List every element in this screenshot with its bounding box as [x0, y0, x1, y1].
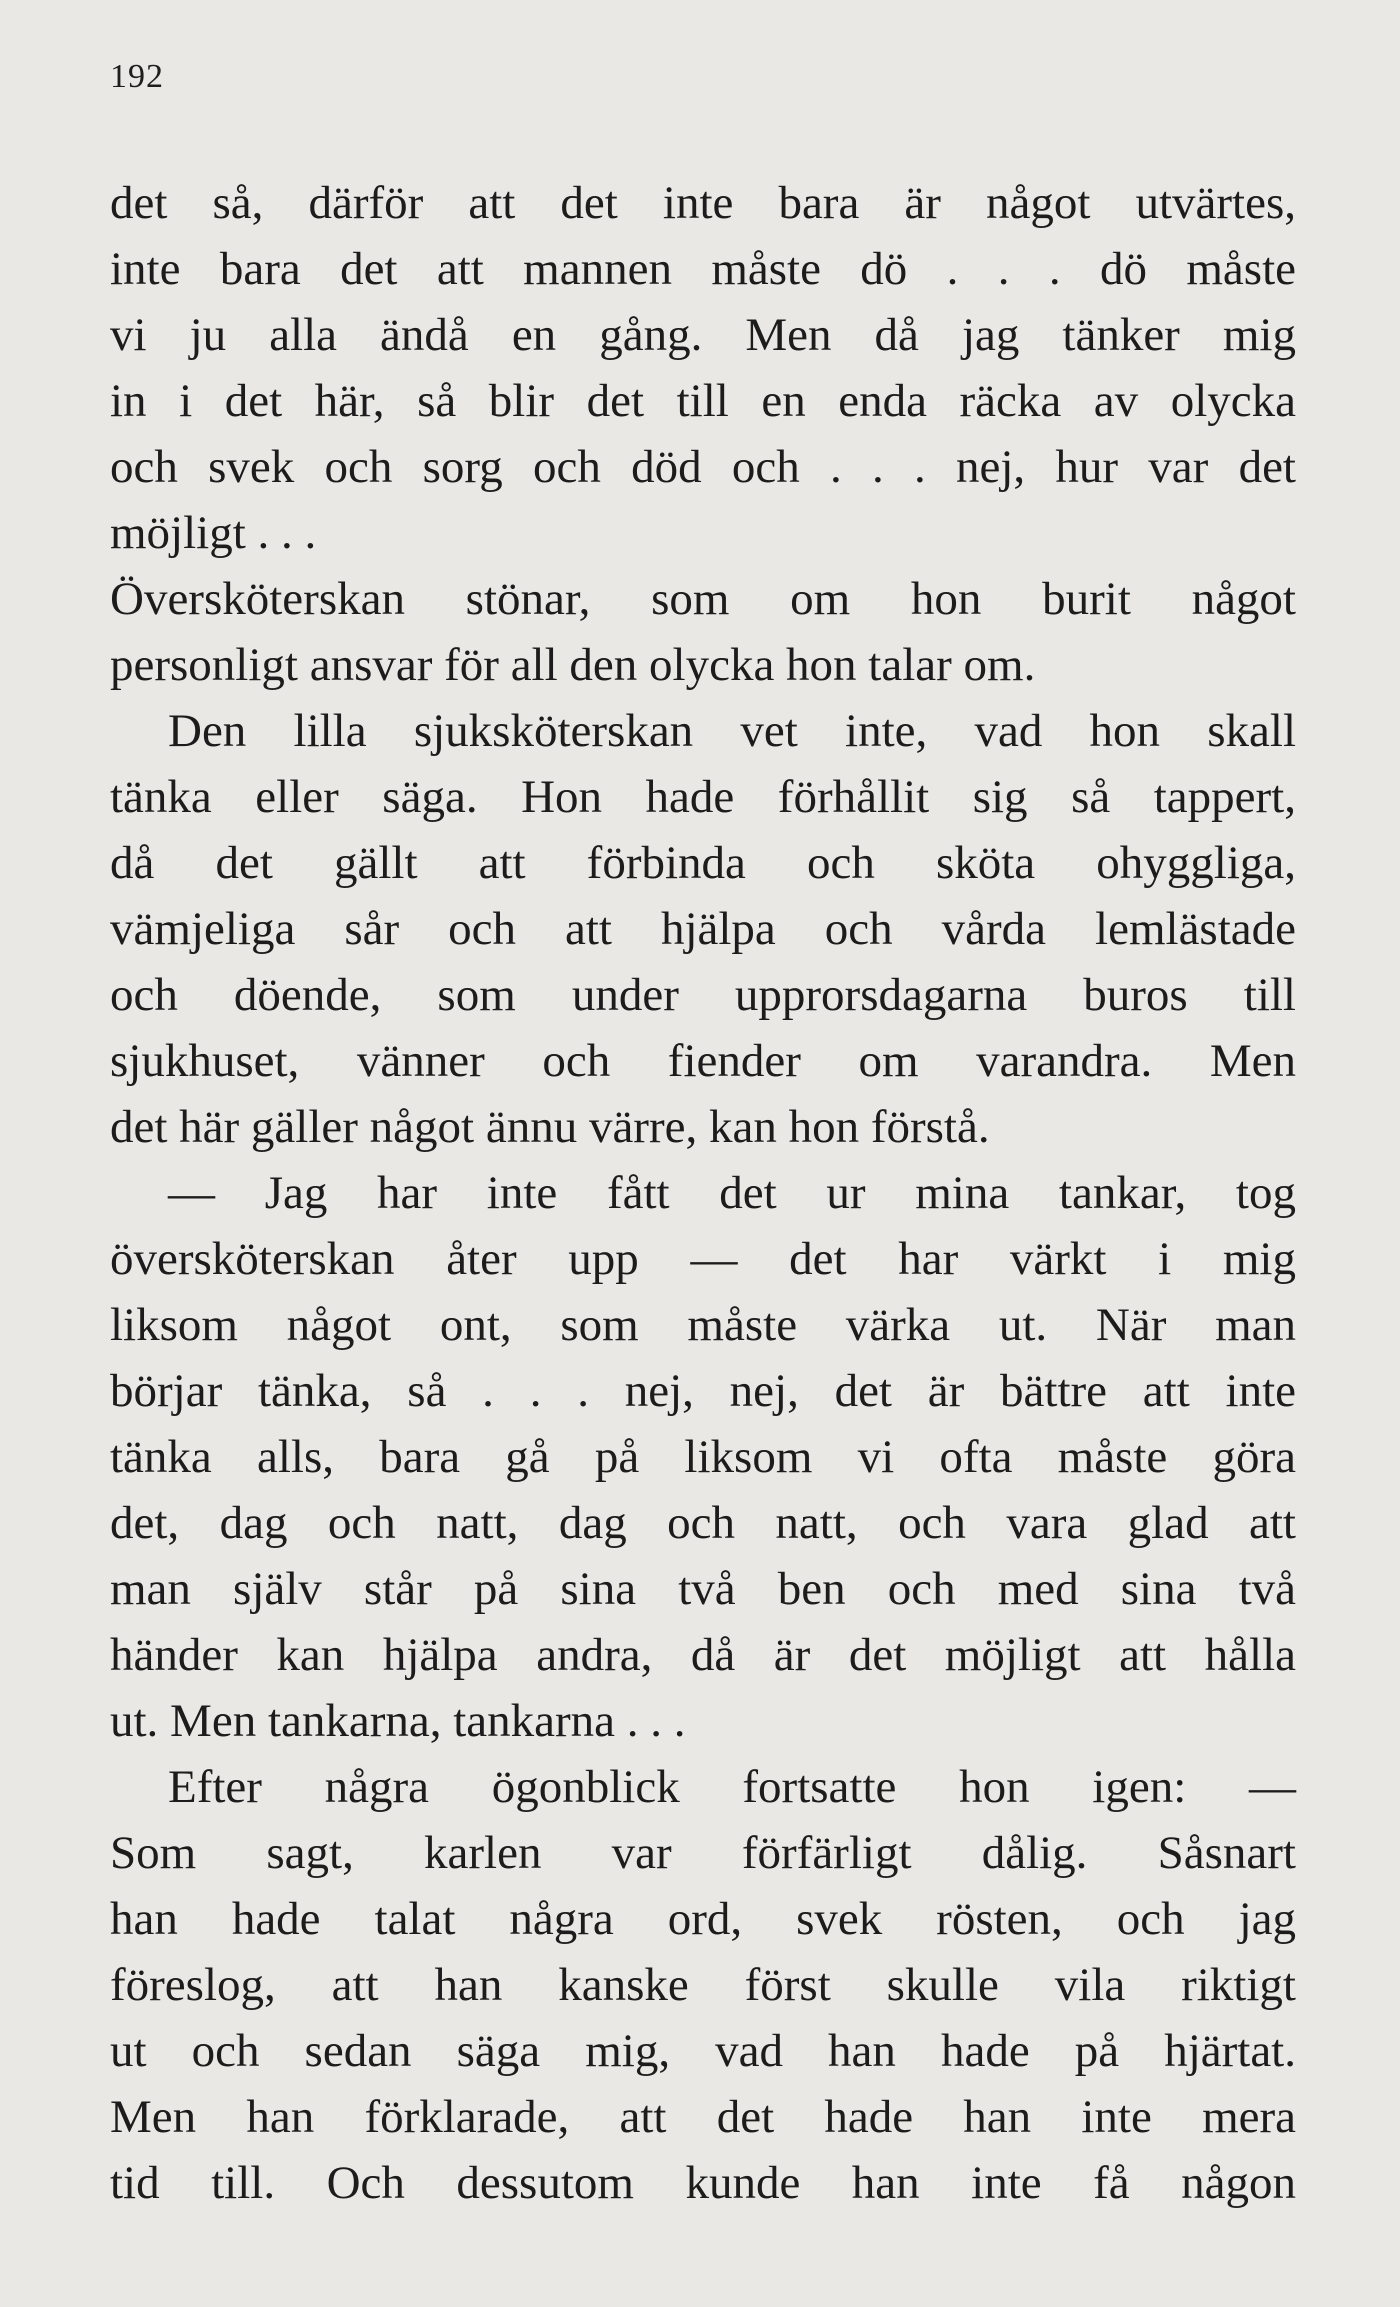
text-line: händer kan hjälpa andra, då är det möjligt att hålla [110, 1629, 1296, 1681]
text-line: liksom något ont, som måste värka ut. När man [110, 1299, 1296, 1351]
page-number: 192 [110, 58, 164, 95]
text-line: tid till. Och dessutom kunde han inte få någon [110, 2157, 1296, 2209]
text-line: man själv står på sina två ben och med sina två [110, 1563, 1296, 1615]
text-line: vi ju alla ändå en gång. Men då jag tänker mig [110, 309, 1296, 361]
text-line: översköterskan åter upp — det har värkt i mig [110, 1233, 1296, 1285]
text-line: Översköterskan stönar, som om hon burit något [110, 573, 1296, 625]
text-line: Efter några ögonblick fortsatte hon igen: — [168, 1761, 1296, 1813]
text-line: möjligt . . . [110, 507, 317, 559]
text-line: Men han förklarade, att det hade han inte mera [110, 2091, 1296, 2143]
body-text [110, 170, 1296, 2216]
text-line: Som sagt, karlen var förfärligt dålig. Såsnart [110, 1827, 1296, 1879]
text-line: vämjeliga sår och att hjälpa och vårda lemlästade [110, 903, 1296, 955]
text-line: och döende, som under upprorsdagarna buros till [110, 969, 1296, 1021]
text-line: då det gällt att förbinda och sköta ohyggliga, [110, 837, 1296, 889]
text-line: börjar tänka, så . . . nej, nej, det är bättre att inte [110, 1365, 1296, 1417]
text-line: ut. Men tankarna, tankarna . . . [110, 1695, 686, 1747]
text-line: tänka alls, bara gå på liksom vi ofta måste göra [110, 1431, 1296, 1483]
text-line: föreslog, att han kanske först skulle vila riktigt [110, 1959, 1296, 2011]
text-line: och svek och sorg och död och . . . nej, hur var det [110, 441, 1296, 493]
text-line: han hade talat några ord, svek rösten, och jag [110, 1893, 1296, 1945]
text-line: ut och sedan säga mig, vad han hade på hjärtat. [110, 2025, 1296, 2077]
text-line: Den lilla sjuksköterskan vet inte, vad hon skall [168, 705, 1296, 757]
text-line: — Jag har inte fått det ur mina tankar, tog [168, 1167, 1296, 1219]
text-line: inte bara det att mannen måste dö . . . dö måste [110, 243, 1296, 295]
text-line: personligt ansvar för all den olycka hon talar om. [110, 639, 1036, 691]
text-line: tänka eller säga. Hon hade förhållit sig så tappert, [110, 771, 1296, 823]
text-line: det så, därför att det inte bara är något utvärtes, [110, 177, 1296, 229]
text-line: sjukhuset, vänner och fiender om varandra. Men [110, 1035, 1296, 1087]
text-line: det, dag och natt, dag och natt, och vara glad att [110, 1497, 1296, 1549]
text-line: det här gäller något ännu värre, kan hon förstå. [110, 1101, 990, 1153]
text-line: in i det här, så blir det till en enda räcka av olycka [110, 375, 1296, 427]
